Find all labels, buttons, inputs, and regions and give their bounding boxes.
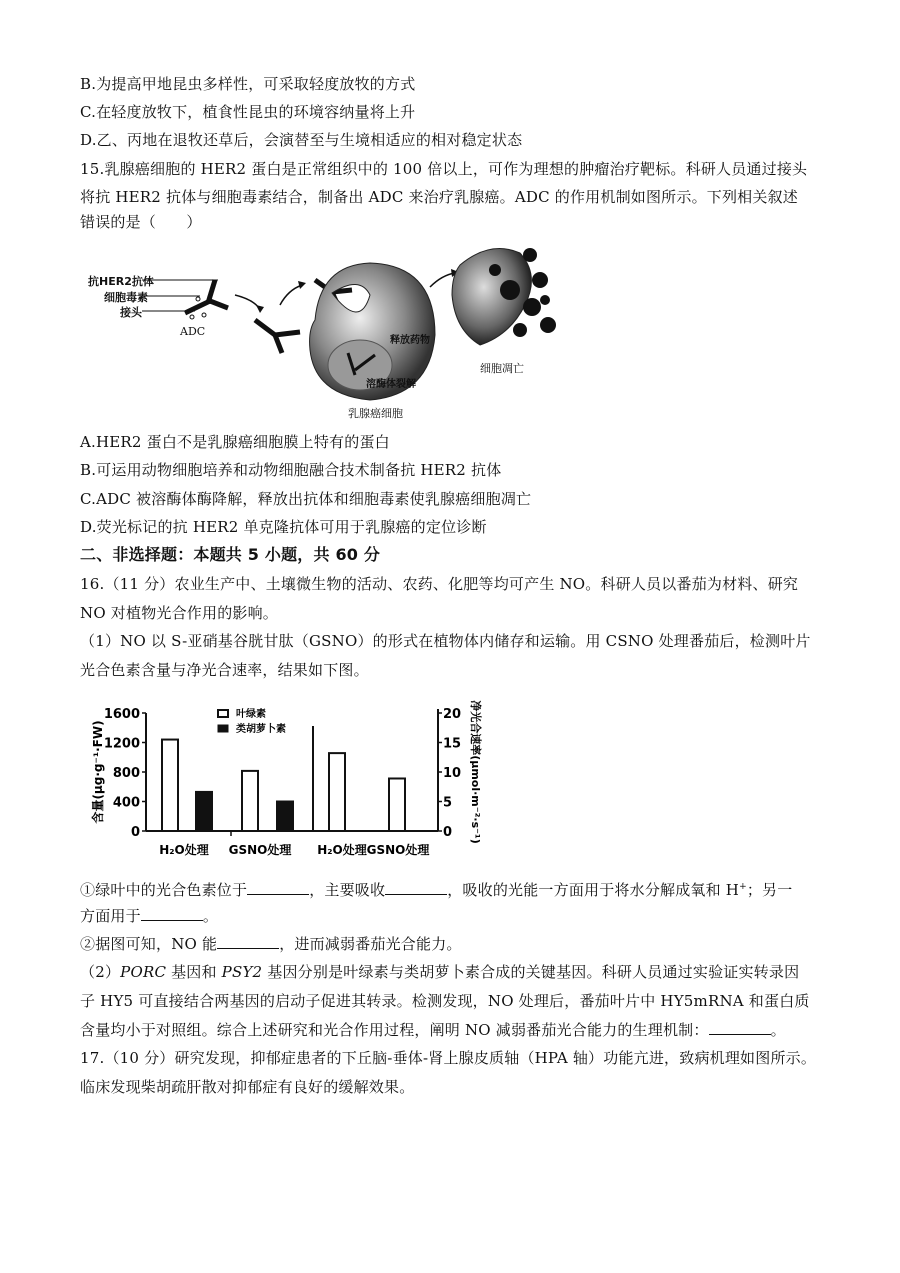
- label-anti-her2-antibody: 抗HER2抗体: [88, 275, 154, 288]
- sub1-text-c: ，吸收的光能一方面用于将水分解成氧和 H: [447, 881, 740, 899]
- q16-sub1-line2: [80, 906, 218, 926]
- legend-label-carotenoid: 类胡萝卜素: [236, 724, 286, 735]
- gene-psy2: PSY2: [221, 963, 263, 981]
- arrow-icon: [235, 295, 260, 310]
- legend-swatch-carotenoid: [218, 725, 228, 732]
- left-y-tick-label: 0: [130, 825, 140, 840]
- answer-blank-2[interactable]: [385, 880, 447, 895]
- left-y-axis-label: 含量(μg·g⁻¹·FW): [91, 720, 105, 824]
- part2-text-d: 含量均小于对照组。综合上述研究和光合作用过程，阐明 NO 减弱番茄光合能力的生理机制：: [80, 1021, 709, 1039]
- bar-carotenoid: [277, 802, 293, 832]
- q16-part2-line2: 子 HY5 可直接结合两基因的启动子促进其转录。检测发现，NO 处理后，番茄叶片中 HY5mRNA 和蛋白质: [80, 992, 810, 1010]
- part2-text-b: 基因和: [166, 963, 222, 981]
- part2-text-c: 基因分别是叶绿素与类胡萝卜素合成的关键基因。科研人员通过实验证实转录因: [262, 963, 800, 981]
- bar-net-photosynthesis: [389, 778, 405, 831]
- right-y-tick-label: 20: [443, 707, 462, 722]
- right-y-tick-label: 0: [443, 825, 453, 840]
- label-release-drug: 释放药物: [390, 335, 430, 346]
- bar-carotenoid: [196, 792, 212, 831]
- q17-stem-line1: 17.（10 分）研究发现，抑郁症患者的下丘脑-垂体-肾上腺皮质轴（HPA 轴）功能亢进，致病机理如图所示。: [80, 1049, 817, 1067]
- x-category-label: H₂O处理: [317, 843, 367, 857]
- q16-stem-line1: 16.（11 分）农业生产中、土壤微生物的活动、农药、化肥等均可产生 NO。科研人员以番茄为材料、研究: [80, 575, 799, 593]
- q16-sub1-line1: [80, 877, 792, 900]
- bar-chlorophyll: [242, 771, 258, 831]
- q16-part2-line1: [80, 962, 799, 982]
- superscript-plus: +: [739, 882, 747, 892]
- adc-diagram: [70, 235, 570, 425]
- q17-stem-line2: 临床发现柴胡疏肝散对抑郁症有良好的缓解效果。: [80, 1078, 415, 1096]
- part2-text-e: 。: [770, 1021, 786, 1039]
- q14-option-c: C.在轻度放牧下，植食性昆虫的环境容纳量将上升: [80, 103, 416, 121]
- gene-porc: PORC: [120, 963, 167, 981]
- label-cytotoxin: 细胞毒素: [104, 291, 148, 304]
- left-y-tick-label: 1600: [103, 707, 140, 722]
- q16-part2-line3: [80, 1020, 786, 1040]
- right-y-tick-label: 10: [443, 766, 462, 781]
- right-y-tick-label: 5: [443, 795, 453, 811]
- bar-net-photosynthesis: [329, 753, 345, 831]
- pigment-photosynthesis-chart: [80, 695, 500, 865]
- sub1-text-d: ；另一: [746, 881, 793, 899]
- label-breast-cancer-cell: 乳腺癌细胞: [348, 407, 403, 420]
- left-y-tick-label: 1200: [103, 736, 140, 752]
- answer-blank-4[interactable]: [217, 934, 279, 949]
- q15-option-a: A.HER2 蛋白不是乳腺癌细胞膜上特有的蛋白: [80, 433, 390, 451]
- q16-stem-line2: NO 对植物光合作用的影响。: [80, 604, 278, 622]
- answer-blank-3[interactable]: [141, 906, 203, 921]
- sub1-text-a: ①绿叶中的光合色素位于: [80, 881, 248, 899]
- legend-label-chlorophyll: 叶绿素: [236, 709, 266, 720]
- q15-option-c: C.ADC 被溶酶体酶降解，释放出抗体和细胞毒素使乳腺癌细胞凋亡: [80, 490, 532, 508]
- answer-blank-5[interactable]: [709, 1020, 771, 1035]
- chart-svg: [80, 695, 500, 865]
- answer-blank-1[interactable]: [247, 880, 309, 895]
- q15-stem-line3: 错误的是（ ）: [80, 213, 202, 231]
- left-y-tick-label: 800: [112, 766, 140, 781]
- q15-stem-line1: 15.乳腺癌细胞的 HER2 蛋白是正常组织中的 100 倍以上，可作为理想的肿瘤治疗靶标。科研人员通过接头: [80, 160, 808, 178]
- left-y-tick-label: 400: [112, 795, 140, 811]
- q15-option-b: B.可运用动物细胞培养和动物细胞融合技术制备抗 HER2 抗体: [80, 461, 502, 479]
- x-category-label: GSNO处理: [366, 843, 430, 857]
- q15-stem-line2: 将抗 HER2 抗体与细胞毒素结合，制备出 ADC 来治疗乳腺癌。ADC 的作用机制如图所示。下列相关叙述: [80, 188, 798, 206]
- right-y-tick-label: 15: [443, 736, 462, 752]
- sub2-text-a: ②据图可知，NO 能: [80, 935, 218, 953]
- sub1-text-f: 。: [202, 907, 219, 925]
- arrow-icon: [430, 273, 455, 287]
- arrow-icon: [280, 285, 302, 305]
- adc-mechanism-figure: [70, 235, 570, 425]
- label-apoptosis: 细胞凋亡: [480, 362, 524, 375]
- label-adc: ADC: [180, 325, 206, 338]
- q15-option-d: D.荧光标记的抗 HER2 单克隆抗体可用于乳腺癌的定位诊断: [80, 518, 487, 536]
- sub1-text-e: 方面用于: [80, 907, 141, 925]
- part2-prefix: （2）: [80, 963, 121, 981]
- q16-part1-line1: （1）NO 以 S-亚硝基谷胱甘肽（GSNO）的形式在植物体内储存和运输。用 CSNO 处理番茄后，检测叶片: [80, 632, 811, 650]
- q14-option-d: D.乙、丙地在退牧还草后，会演替至与生境相适应的相对稳定状态: [80, 131, 523, 149]
- x-category-label: H₂O处理: [159, 843, 209, 857]
- q16-sub2-line: [80, 934, 462, 954]
- q14-option-b: B.为提高甲地昆虫多样性，可采取轻度放牧的方式: [80, 75, 416, 93]
- sub2-text-b: ，进而减弱番茄光合能力。: [279, 935, 462, 953]
- sub1-text-b: ，主要吸收: [309, 881, 386, 899]
- right-y-axis-label: 净光合速率(μmol·m⁻²·s⁻¹): [469, 700, 482, 844]
- bar-chlorophyll: [162, 740, 178, 831]
- x-category-label: GSNO处理: [228, 843, 292, 857]
- label-linker: 接头: [120, 306, 142, 319]
- label-lysosome-lysis: 溶酶体裂解: [366, 379, 416, 390]
- section-heading: 二、非选择题：本题共 5 小题，共 60 分: [80, 545, 381, 564]
- q16-part1-line2: 光合色素含量与净光合速率，结果如下图。: [80, 661, 369, 679]
- legend-swatch-chlorophyll: [218, 710, 228, 717]
